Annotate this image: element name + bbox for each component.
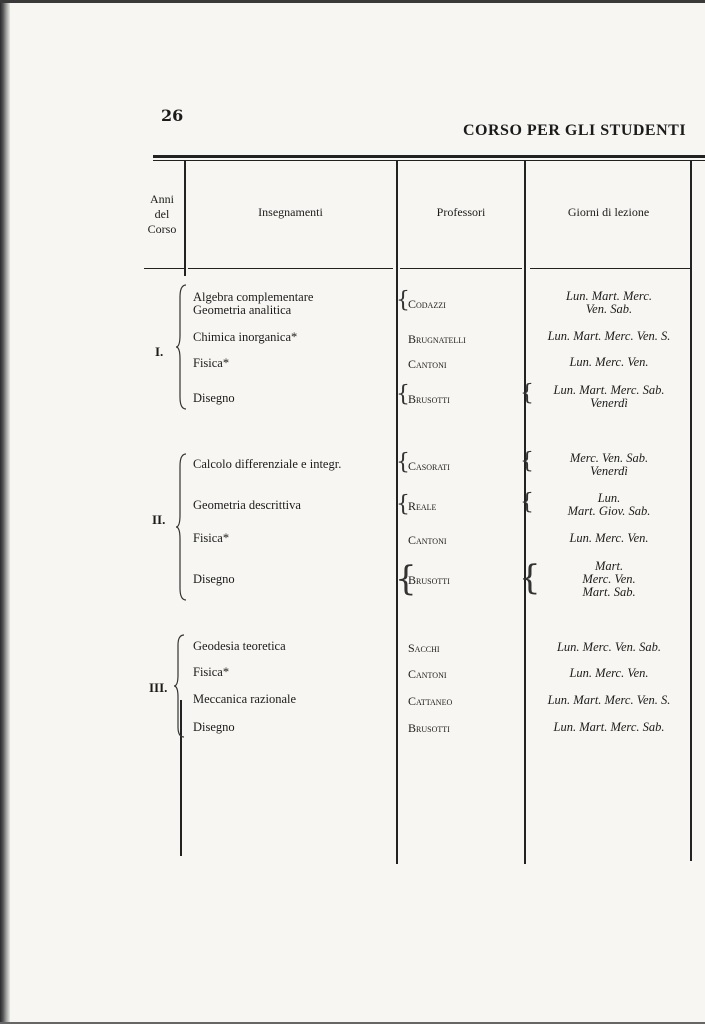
year-brace xyxy=(176,452,188,602)
professor-cell: Brusotti xyxy=(408,573,450,587)
header-bottom-rule-insegnamenti xyxy=(188,268,393,269)
days-cell: Lun. Mart. Merc. Ven. Sab. xyxy=(566,289,652,316)
table-top-rule-thick xyxy=(153,155,705,158)
subject-cell: Disegno xyxy=(193,720,235,734)
brace-mark: { xyxy=(395,559,417,599)
subject-cell: Fisica* xyxy=(193,356,230,370)
header-anni-text: Anni del Corso xyxy=(147,192,177,236)
days-cell: Lun. Merc. Ven. Sab. xyxy=(556,640,662,654)
header-bottom-rule-professori xyxy=(400,268,522,269)
header-professori: Professori xyxy=(436,205,486,219)
subject-cell: Disegno xyxy=(193,572,235,586)
page-top-edge xyxy=(0,0,705,3)
professor-cell: Brusotti xyxy=(408,392,450,406)
header-giorni-di-lezione: Giorni di lezione xyxy=(567,205,650,219)
days-cell: Lun. Merc. Ven. xyxy=(569,531,649,545)
year-label: II. xyxy=(152,512,166,527)
days-cell: Lun. Mart. Merc. Ven. S. xyxy=(547,329,671,343)
running-head: CORSO PER GLI STUDENTI xyxy=(463,122,687,139)
professor-cell: Reale xyxy=(408,499,437,513)
professor-cell: Casorati xyxy=(408,459,450,473)
book-binding-edge xyxy=(0,0,10,1024)
days-cell: Lun. Merc. Ven. xyxy=(569,355,649,369)
subject-cell: Fisica* xyxy=(193,531,230,545)
days-cell: Lun. Mart. Giov. Sab. xyxy=(567,491,651,518)
header-bottom-rule-anni xyxy=(144,268,184,269)
brace-mark: { xyxy=(520,381,534,406)
year-label: III. xyxy=(149,680,168,695)
subject-cell: Fisica* xyxy=(193,665,230,679)
subject-cell: Disegno xyxy=(193,391,235,405)
brace-mark: { xyxy=(396,382,410,407)
subject-cell: Geodesia teoretica xyxy=(193,639,286,653)
days-cell: Lun. Merc. Ven. xyxy=(569,666,649,680)
days-cell: Lun. Mart. Merc. Ven. S. xyxy=(547,693,671,707)
subject-cell: Geometria descrittiva xyxy=(193,498,301,512)
header-anni-del-corso xyxy=(140,192,184,237)
table-top-rule-thin xyxy=(153,160,705,161)
professor-cell: Sacchi xyxy=(408,641,440,655)
professor-cell: Cantoni xyxy=(408,533,447,547)
subject-cell: Algebra complementare Geometria analitica xyxy=(193,290,314,317)
professor-cell: Brusotti xyxy=(408,721,450,735)
professor-cell: Codazzi xyxy=(408,297,446,311)
professor-cell: Cantoni xyxy=(408,357,447,371)
brace-mark: { xyxy=(396,450,410,475)
days-cell: Mart. Merc. Ven. Mart. Sab. xyxy=(582,559,636,599)
column-divider-1 xyxy=(184,161,186,276)
brace-mark: { xyxy=(396,492,410,517)
professor-cell: Brugnatelli xyxy=(408,332,466,346)
brace-mark: { xyxy=(520,490,534,515)
days-cell: Merc. Ven. Sab. Venerdì xyxy=(569,451,649,478)
subject-cell: Calcolo differenziale e integr. xyxy=(193,457,342,471)
page-number: 26 xyxy=(161,106,184,125)
year-brace xyxy=(176,283,188,411)
days-cell: Lun. Mart. Merc. Sab. xyxy=(553,720,665,734)
subject-cell: Meccanica razionale xyxy=(193,692,297,706)
professor-cell: Cattaneo xyxy=(408,694,453,708)
header-bottom-rule-giorni xyxy=(530,268,690,269)
year-label: I. xyxy=(155,344,164,359)
year-brace xyxy=(174,633,186,739)
brace-mark: { xyxy=(396,288,410,313)
brace-mark: { xyxy=(519,558,541,598)
days-cell: Lun. Mart. Merc. Sab. Venerdì xyxy=(553,383,665,410)
header-insegnamenti: Insegnamenti xyxy=(258,205,323,219)
professor-cell: Cantoni xyxy=(408,667,447,681)
subject-cell: Chimica inorganica* xyxy=(193,330,298,344)
brace-mark: { xyxy=(520,449,534,474)
